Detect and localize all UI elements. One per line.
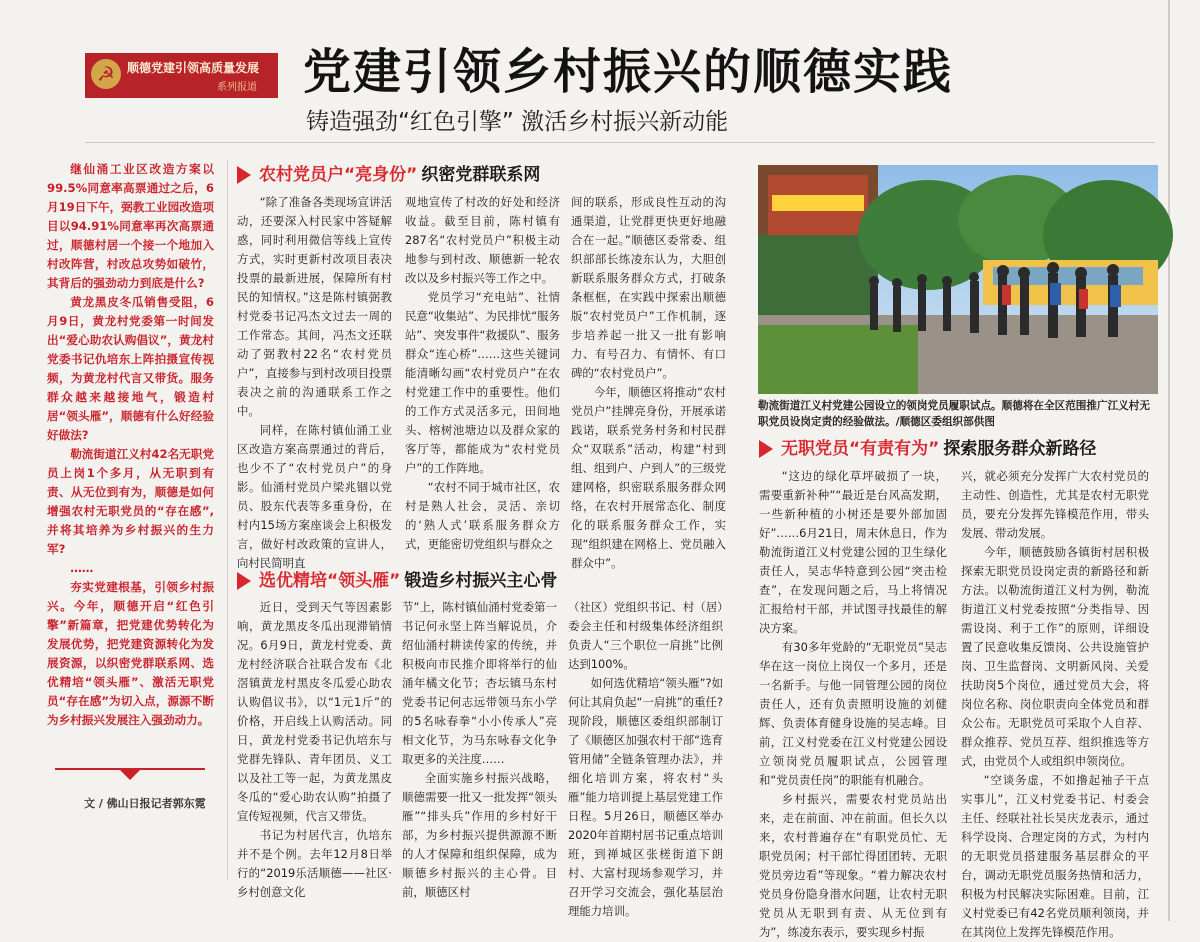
triangle-bullet-icon [759, 440, 773, 458]
article-paragraph: 书记为村居代言，仇培东并不是个例。去年12月8日举行的“2019乐活顺德——社区·乡村创意文化 [237, 828, 392, 899]
article-paragraph: （社区）党组织书记、村（居）委会主任和村级集体经济组织负责人“三个职位一肩挑”比例达到100%。 [568, 600, 723, 671]
byline: 文 / 佛山日报记者郭东霓 [84, 797, 206, 810]
article-paragraph: 节”上，陈村镇仙涌村党委第一书记何永坚上阵当解说员，介绍仙涌村耕读传家的传统，并积极向市民推介即将举行的仙涌年橘文化节；杏坛镇马东村党委书记何志远带领马东小学的5名咏春拳“小小传承人”亮相文化节，为马东咏春文化争取更多的关注度…… [402, 600, 557, 766]
article-paragraph: “除了准备各类现场宣讲活动，还要深入村民家中答疑解惑，同时利用微信等线上宣传方式，实时更新村改项目表决投票的最新进展，保障所有村民的知情权。”这是陈村镇弼教村党委书记冯杰文过去一周的工作常态。其间，冯杰文还联动了弼教村22名“农村党员户”，直接参与到村改项目投票表决之前的沟通联系工作之中。 [237, 195, 392, 418]
section2-column-3 [568, 598, 723, 918]
article-paragraph: 党员学习“充电站”、社情民意“收集站”、为民排忧“服务站”、突发事件“救援队”、服务群众“连心桥”……这些关键词能清晰勾画“农村党员户”在农村党建工作中的重要性。他们的工作方式灵活多元，田间地头、榕树池塘边以及群众家的客厅等，都能成为“农村党员户”的工作阵地。 [405, 290, 560, 475]
section2-column-2 [402, 598, 557, 899]
section1-column-2 [405, 193, 560, 551]
triangle-bullet-icon [237, 166, 251, 184]
article-paragraph: 近日，受到天气等因素影响，黄龙黑皮冬瓜出现滞销情况。6月9日，黄龙村党委、黄龙村经济联合社联合发布《北滘镇黄龙村黑皮冬瓜爱心助农认购倡议书》，以“1元1斤”的价格，开启线上认购活动。同日，黄龙村党委书记仇培东与党群先锋队、青年团员、义工以及社工等一起，为黄龙黑皮冬瓜的“爱心助农认购”拍摄了宣传短视频，代言又带货。 [237, 600, 392, 823]
article-paragraph: 间的联系，形成良性互动的沟通渠道，让党群更快更好地融合在一起。”顺德区委常委、组织部部长练凌东认为，大胆创新联系服务群众方式，打破条条框框，在实践中探索出顺德版“农村党员户”工作机制，逐步培养起一批又一批有影响力、有号召力、有情怀、有口碑的“农村党员户”。 [571, 195, 726, 380]
article-paragraph: “农村不同于城市社区，农村是熟人社会，灵活、亲切的‘熟人式’联系服务群众方式，更能密切党组织与群众之 [405, 480, 560, 551]
article-paragraph: “空谈务虚，不如撸起袖子干点实事儿”，江义村党委书记、村委会主任、经联社社长吴庆龙表示，通过科学设岗、合理定岗的方式，为村内的无职党员搭建服务基层群众的平台，调动无职党员服务热情和活力，积极为村民解决实际困难。目前，江义村党委已有42名党员顺利领岗，并在其岗位上发挥先锋模范作用。 [961, 773, 1149, 939]
article-paragraph: 有30多年党龄的“无职党员”吴志华在这一岗位上岗仅一个多月，还是一名新手。与他一同管理公园的岗位责任人，还有负责照明设施的刘健辉、负责体育健身设施的吴志峰。目前，江义村党委在江义村党建公园设立领岗党员履职试点，公园管理和“党员责任岗”的职能有机融合。 [759, 640, 947, 787]
lead-paragraph: 黄龙黑皮冬瓜销售受阻，6月9日，黄龙村党委第一时间发出“爱心助农认购倡议”，黄龙村党委书记仇培东上阵拍摄宣传视频，为黄龙村代言又带货。服务群众越来越接地气，锻造村居“领头雁”，顺德有什么好经验好做法? [47, 295, 214, 442]
article-paragraph: “这边的绿化草坪破损了一块，需要重新补种”“最近是台风高发期，一些新种植的小树还是要外部加固好”……6月21日，周末休息日，作为勒流街道江义村党建公园的卫生绿化责任人，吴志华特意到公园“突击检查”，在发现问题之后，马上将情况汇报给村干部，并试图寻找最佳的解决方案。 [759, 469, 947, 635]
article-paragraph: 今年，顺德区将推动“农村党员户”挂牌亮身份，开展承诺践诺，联系党务村务和村民群众“双联系”活动，构建“村到组、组到户、户到人”的三级党建网格，织密联系服务群众网络，在农村开展常态化、制度化的联系服务群众工作，实现“组织建在网格上、党员融入群众中”。 [571, 385, 726, 570]
lead-divider-notch [118, 768, 142, 780]
article-paragraph: 今年，顺德鼓励各镇街村居积极探索无职党员设岗定责的新路径和新方法。以勒流街道江义村为例，勒流街道江义村党委按照“分类指导、因需设岗、利于工作”的原则，详细设置了民意收集反馈岗、公共设施管护岗、卫生监督岗、文明新风岗、关爱扶助岗5个岗位，通过党员大会，将岗位名称、岗位职责向全体党员和群众公布。无职党员可采取个人自荐、群众推荐、党员互荐、组织推选等方式，由党员个人或组织申领岗位。 [961, 545, 1149, 768]
photo-caption: 勒流街道江义村党建公园设立的领岗党员履职试点。顺德将在全区范围推广江义村无职党员设岗定责的经验做法。/顺德区委组织部供图 [758, 400, 1150, 428]
article-paragraph: 乡村振兴，需要农村党员站出来，走在前面、冲在前面。但长久以来，农村普遍存在“有职党员忙、无职党员闲；村干部忙得团团转、无职党员旁边看”等现象。“着力解决农村党员身份隐身潜水问题，让农村无职党员从无职到有责、从无位到有为”，练凌东表示，要实现乡村振 [759, 792, 947, 939]
lead-paragraph: 勒流街道江义村42名无职党员上岗1个多月，从无职到有责、从无位到有为，顺德是如何增强农村无职党员的“存在感”,并将其培养为乡村振兴的生力军? [47, 447, 214, 556]
lead-paragraph: 继仙涌工业区改造方案以99.5%同意率高票通过之后，6月19日下午，弼教工业园改造项目以94.91%同意率再次高票通过，顺德村居一个接一个地加入村改阵营，村改总攻势如破竹，其背后的强劲动力到底是什么? [47, 162, 214, 290]
article-paragraph: 同样，在陈村镇仙涌工业区改造方案高票通过的背后，也少不了“农村党员户”的身影。仙涌村党员户梁兆锢以党员、股东代表等多重身份，在村内15场方案座谈会上积极发言，做好村改政策的宣讲人，向村民简明直 [237, 423, 392, 570]
banner-title: 顺德党建引领高质量发展 [127, 61, 260, 75]
triangle-bullet-icon [237, 572, 251, 590]
page-subtitle: 铸造强劲“红色引擎” 激活乡村振兴新动能 [306, 109, 729, 135]
lead-ellipsis: …… [70, 561, 94, 575]
lead-summary [47, 160, 214, 730]
section1-column-1 [237, 193, 392, 570]
lead-paragraph: 夯实党建根基，引领乡村振兴。今年，顺德开启“红色引擎”新篇章，把党建优势转化为发展优势，把党建资源转化为发展资源，以织密党群联系网、选优精培“领头雁”、激活无职党员“存在感”为切入点，源源不断为乡村振兴发展注入强劲动力。 [47, 580, 214, 727]
news-photo [758, 165, 1158, 394]
page-title: 党建引领乡村振兴的顺德实践 [303, 44, 954, 100]
article-paragraph: 兴，就必须充分发挥广大农村党员的主动性、创造性，尤其是农村无职党员，要充分发挥先锋模范作用，带头发展、带动发展。 [961, 469, 1149, 540]
section-heading-party-households: 农村党员户“亮身份” 织密党群联系网 [237, 160, 540, 185]
section-heading-village-leaders: 选优精培“领头雁” 锻造乡村振兴主心骨 [237, 566, 557, 591]
section1-column-3 [571, 193, 726, 570]
article-paragraph: 如何选优精培“领头雁”?如何让其肩负起“一肩挑”的重任?现阶段，顺德区委组织部制订了《顺德区加强农村干部“选育管用储”全链条管理办法》，并细化培训方案，将农村“头雁”能力培训提上基层党建工作日程。5月26日，顺德区举办2020年首期村居书记重点培训班，到禅城区张槎街道下朗村、大富村现场参观学习，并召开学习交流会，强化基层治理能力培训。 [568, 676, 723, 918]
section2-column-1 [237, 598, 392, 899]
series-banner [85, 53, 278, 98]
header-divider [85, 142, 1155, 143]
article-paragraph: 观地宣传了村改的好处和经济收益。截至目前，陈村镇有287名“农村党员户”积极主动地参与到村改、顺德新一轮农改以及乡村振兴等工作之中。 [405, 195, 560, 285]
banner-subtitle: 系列报道 [217, 82, 257, 93]
column-divider [227, 160, 228, 880]
page-edge-divider [1168, 0, 1170, 921]
section-heading-unassigned-members: 无职党员“有责有为” 探索服务群众新路径 [759, 434, 1096, 459]
section3-column-1 [759, 467, 947, 939]
article-paragraph: 全面实施乡村振兴战略，顺德需要一批又一批发挥“领头雁”“排头兵”作用的乡村好干部，为乡村振兴提供源源不断的人才保障和组织保障，成为顺德乡村振兴的主心骨。目前，顺德区村 [402, 771, 557, 899]
party-emblem-icon: ☭ [91, 59, 121, 89]
section3-column-2 [961, 467, 1149, 939]
